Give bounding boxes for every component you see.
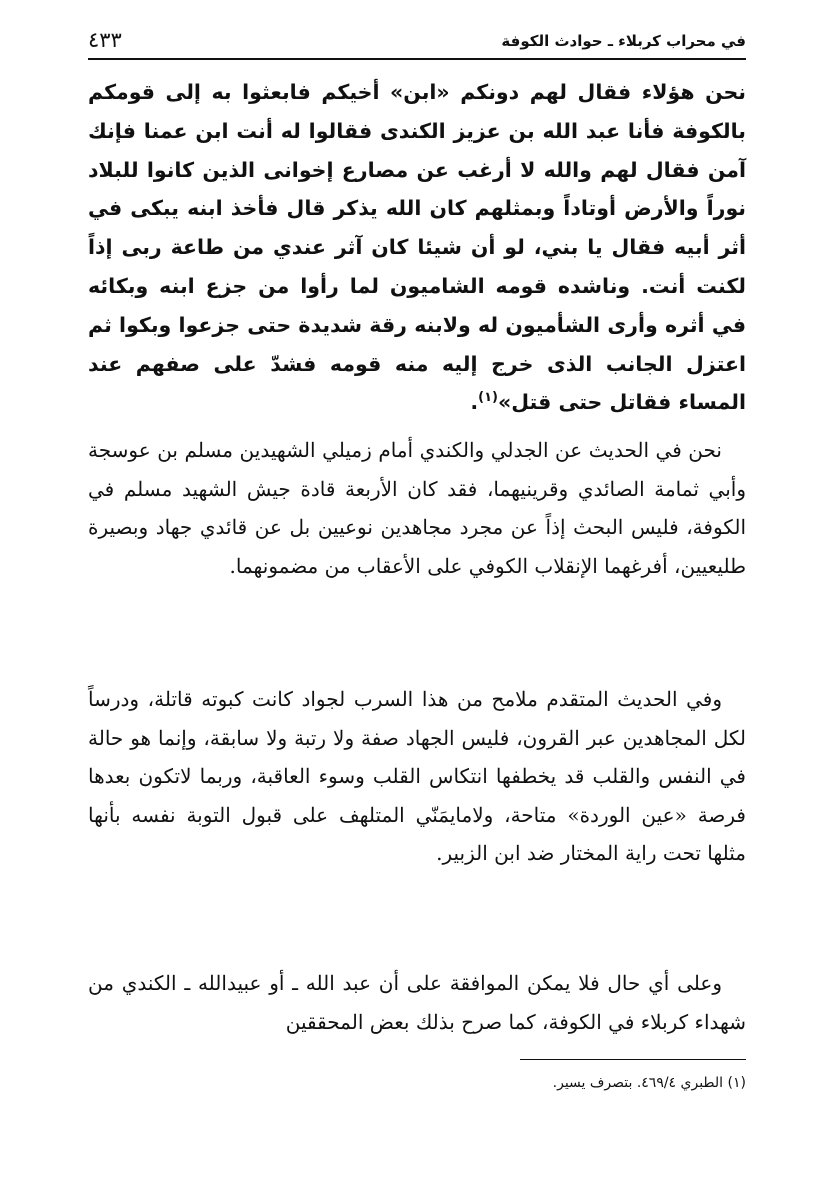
footnote: (١) الطبري ٤٦٩/٤. بتصرف يسير.	[552, 1075, 746, 1091]
footnote-reference: (١)	[478, 390, 498, 406]
footnote-separator	[520, 1059, 746, 1060]
body-paragraph-text: نحن في الحديث عن الجدلي والكندي أمام زميلي الشهيدين مسلم بن عوسجة وأبي ثمامة الصائدي وقرينيهما، فقد كان الأربعة قادة جيش الشهيد مسلم في الكوفة، فليس البحث إذاً عن مجرد مجاهدين نوعيين بل عن قائدي جهاد وبصيرة طليعيين، أفرغهما الإنقلاب الكوفي على الأعقاب من مضمونهما.	[88, 438, 746, 578]
quoted-passage-end: .	[470, 390, 479, 415]
page-number: ٤٣٣	[88, 28, 122, 52]
body-paragraph	[88, 680, 746, 873]
body-paragraph	[88, 964, 746, 1041]
quoted-passage-text: نحن هؤلاء فقال لهم دونكم «ابن» أخيكم فابعثوا به إلى قومكم بالكوفة فأنا عبد الله بن عزيز الكندى فقالوا له أنت ابن عمنا فإنك آمن فقال لهم والله لا أرغب عن مصارع إخوانى الذين كانوا للبلاد نوراً والأرض أوتاداً وبمثلهم كان الله يذكر قال فأخذ ابنه يبكى في أثر أبيه فقال يا بني، لو أن شيئا كان آثر عندي من طاعة ربى إذاً لكنت أنت. وناشده قومه الشاميون لما رأوا من جزع ابنه وبكائه في أثره وأرى الشأميون له ولابنه رقة شديدة حتى جزعوا وبكوا ثم اعتزل الجانب الذى خرج إليه منه قومه فشدّ على صفهم عند المساء فقاتل حتى قتل»	[88, 80, 746, 415]
running-title: في محراب كربلاء ـ حوادث الكوفة	[501, 32, 746, 50]
quoted-passage	[88, 73, 746, 422]
body-paragraph-text: وعلى أي حال فلا يمكن الموافقة على أن عبد الله ـ أو عبيدالله ـ الكندي من شهداء كربلاء في الكوفة، كما صرح بذلك بعض المحققين	[88, 971, 746, 1034]
body-paragraph	[88, 431, 746, 585]
page-header	[88, 28, 746, 60]
body-paragraph-text: وفي الحديث المتقدم ملامح من هذا السرب لجواد كانت كبوته قاتلة، ودرساً لكل المجاهدين عبر القرون، فليس الجهاد صفة ولا رتبة ولا سابقة، وإنما هو حالة في النفس والقلب قد يخطفها انتكاس القلب وسوء العاقبة، وربما لاتكون بعدها فرصة «عين الوردة» متاحة، ولامايمَنّي المتلهف على قبول التوبة نفسه بأنها مثلها تحت راية المختار ضد ابن الزبير.	[88, 687, 746, 866]
